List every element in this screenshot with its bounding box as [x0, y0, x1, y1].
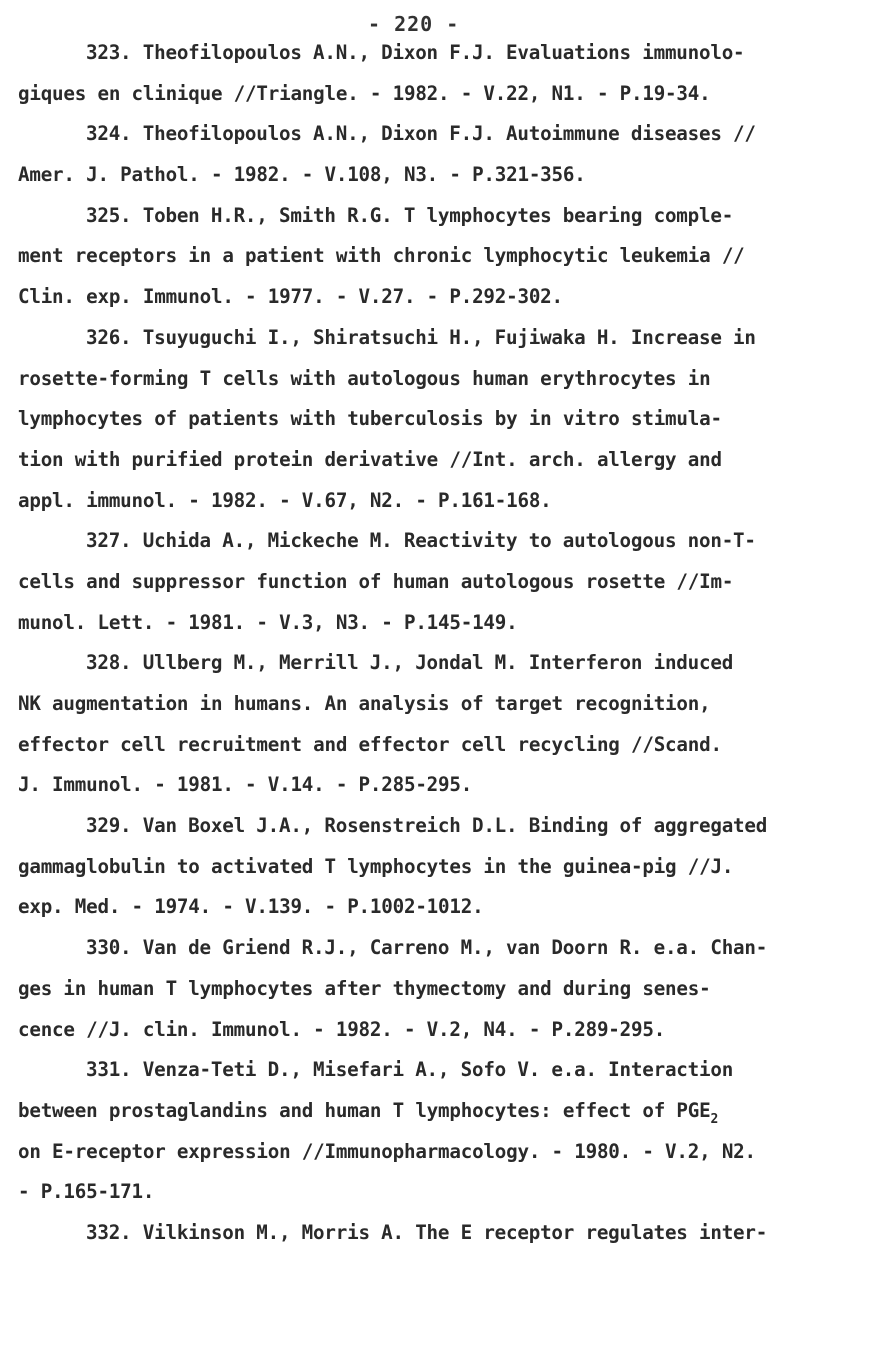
text-line-content: J. Immunol. - 1981. - V.14. - P.285-295. [18, 773, 473, 797]
text-line-content: Clin. exp. Immunol. - 1977. - V.27. - P.292-302. [18, 285, 563, 309]
text-line-content: exp. Med. - 1974. - V.139. - P.1002-1012. [18, 895, 484, 919]
text-line [18, 318, 818, 359]
text-line [18, 684, 818, 725]
text-line [18, 603, 818, 644]
text-line-content: Amer. J. Pathol. - 1982. - V.108, N3. - P.321-356. [18, 163, 586, 187]
text-line-content: rosette-forming T cells with autologous human erythrocytes in [18, 366, 711, 390]
text-line-content: between prostaglandins and human T lymphocytes: effect of PGE [18, 1098, 711, 1122]
text-line [18, 33, 818, 74]
text-line [18, 1132, 818, 1173]
text-line-content: on E-receptor expression //Immunopharmacology. - 1980. - V.2, N2. [18, 1139, 756, 1163]
text-line [18, 1050, 818, 1091]
text-line [18, 481, 818, 522]
text-line-content: tion with purified protein derivative //Int. arch. allergy and [18, 447, 722, 471]
text-line [18, 847, 818, 888]
text-line-content: 331. Venza-Teti D., Misefari A., Sofo V. e.a. Interaction [86, 1058, 734, 1082]
text-line [18, 114, 818, 155]
text-line [18, 765, 818, 806]
text-line [18, 399, 818, 440]
text-line-content: 326. Tsuyuguchi I., Shiratsuchi H., Fujiwaka H. Increase in [86, 325, 756, 349]
text-line-content: 330. Van de Griend R.J., Carreno M., van Doorn R. e.a. Chan- [86, 936, 768, 960]
text-line-content: 324. Theofilopoulos A.N., Dixon F.J. Autoimmune diseases // [86, 122, 756, 146]
text-line [18, 196, 818, 237]
text-line [18, 359, 818, 400]
text-line-content: ges in human T lymphocytes after thymectomy and during senes- [18, 976, 711, 1000]
text-line [18, 1213, 818, 1254]
text-line [18, 1091, 818, 1132]
text-line-content: 332. Vilkinson M., Morris A. The E receptor regulates inter- [86, 1220, 768, 1244]
text-line-content: 327. Uchida A., Mickeche M. Reactivity to autologous non-T- [86, 529, 756, 553]
text-line-content: ment receptors in a patient with chronic lymphocytic leukemia // [18, 244, 745, 268]
text-line [18, 277, 818, 318]
text-line-content: NK augmentation in humans. An analysis of target recognition, [18, 692, 711, 715]
text-line [18, 1010, 818, 1051]
text-line-content: lymphocytes of patients with tuberculosis by in vitro stimula- [18, 407, 722, 431]
text-line-content: effector cell recruitment and effector cell recycling //Scand. [18, 732, 722, 756]
text-line [18, 562, 818, 603]
text-line-content: cence //J. clin. Immunol. - 1982. - V.2, N4. - P.289-295. [18, 1017, 666, 1041]
text-line-content: munol. Lett. - 1981. - V.3, N3. - P.145-149. [18, 610, 518, 634]
text-line [18, 521, 818, 562]
text-line-content: cells and suppressor function of human autologous rosette //Im- [18, 569, 734, 593]
subscript: 2 [710, 1111, 719, 1127]
page-number: - 220 - [368, 12, 460, 36]
text-line-content: 325. Toben H.R., Smith R.G. T lymphocytes bearing comple- [86, 203, 734, 227]
reference-list [18, 33, 818, 1254]
text-line-content: appl. immunol. - 1982. - V.67, N2. - P.161-168. [18, 488, 552, 512]
text-line-content: gammaglobulin to activated T lymphocytes in the guinea-pig //J. [18, 854, 734, 878]
text-line-content: 323. Theofilopoulos A.N., Dixon F.J. Evaluations immunolo- [86, 41, 745, 64]
text-line [18, 1172, 818, 1213]
text-line [18, 887, 818, 928]
text-line [18, 74, 818, 115]
text-line-content: giques en clinique //Triangle. - 1982. - V.22, N1. - P.19-34. [18, 81, 711, 105]
text-line-content: 329. Van Boxel J.A., Rosenstreich D.L. Binding of aggregated [86, 814, 768, 838]
text-line-content: - P.165-171. [18, 1180, 155, 1204]
text-line [18, 806, 818, 847]
text-line [18, 643, 818, 684]
text-line [18, 725, 818, 766]
text-line [18, 236, 818, 277]
text-line [18, 155, 818, 196]
text-line [18, 969, 818, 1010]
text-line [18, 928, 818, 969]
text-line-content: 328. Ullberg M., Merrill J., Jondal M. Interferon induced [86, 651, 734, 675]
text-line [18, 440, 818, 481]
